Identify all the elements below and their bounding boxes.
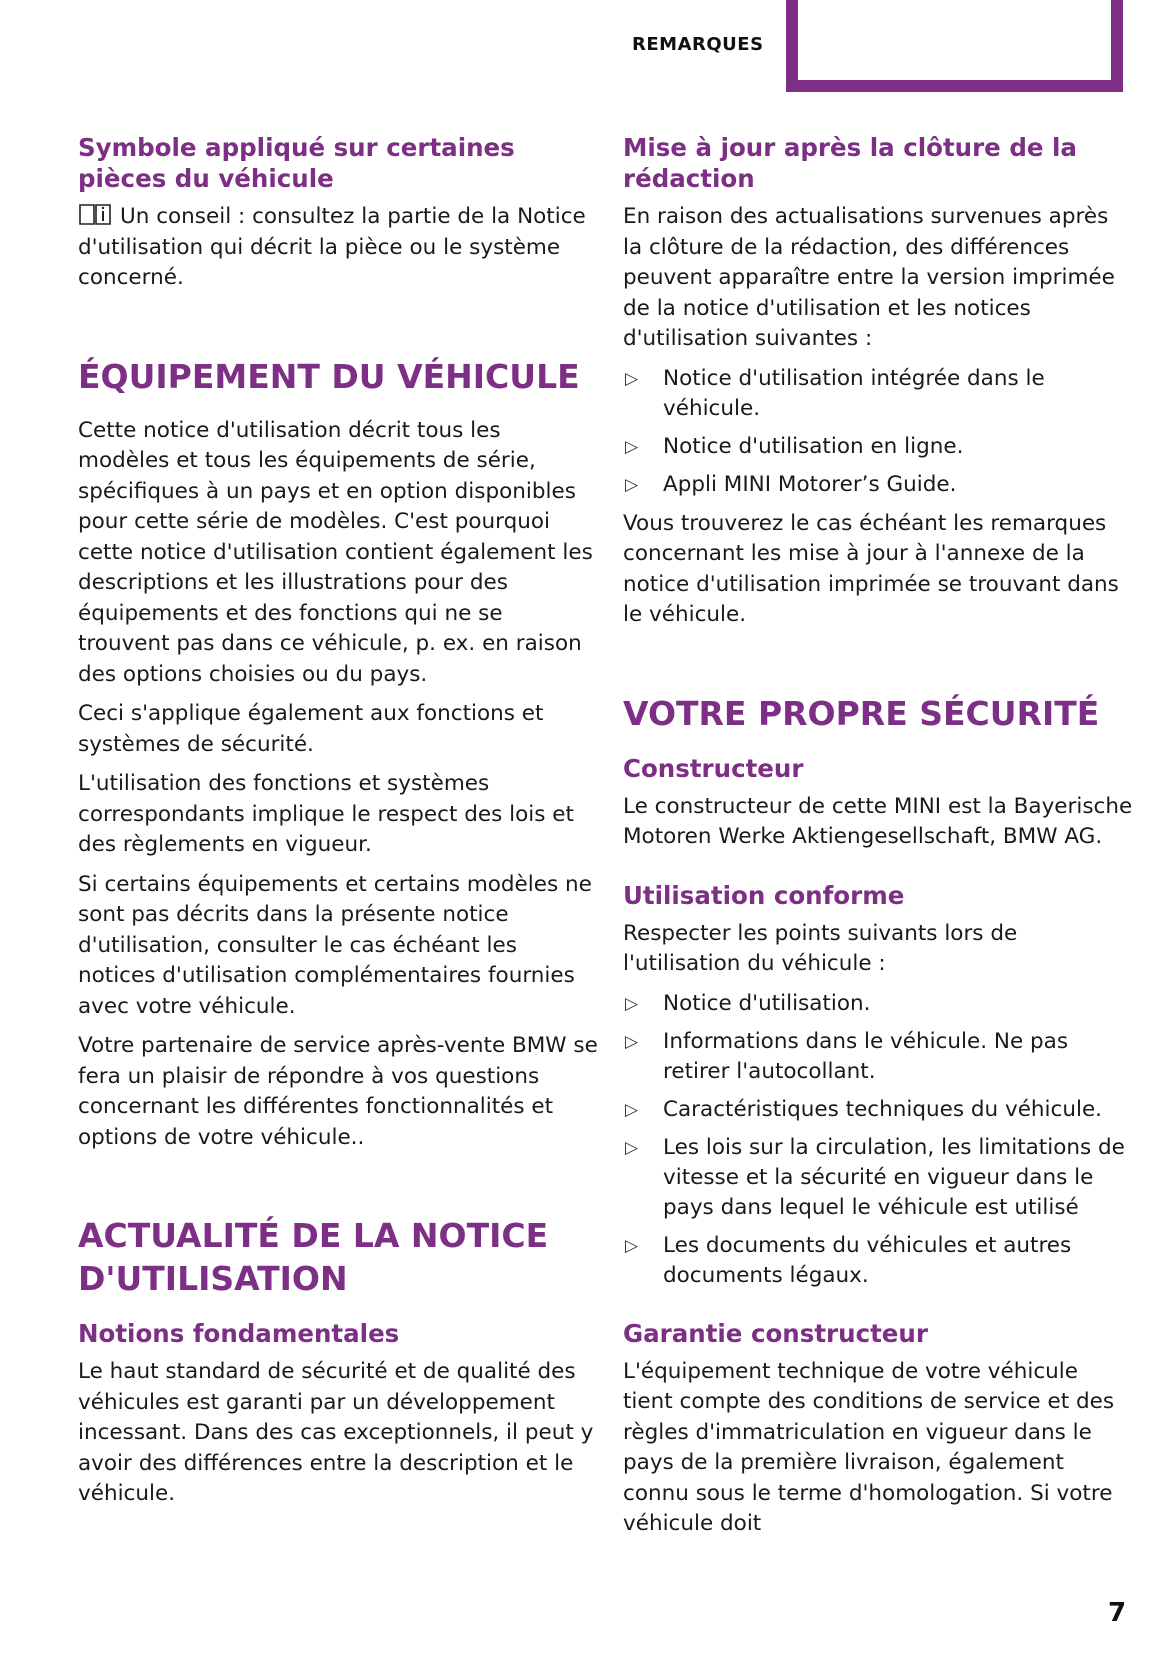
notions-paragraph: Le haut standard de sécurité et de qualité des véhicules est garanti par un développement incessant. Dans des cas exceptionnels, il peut y avoir des différences entre la description et le véhicule.: [78, 1359, 594, 1506]
equipment-paragraph: Ceci s'applique également aux fonctions et systèmes de sécurité.: [78, 701, 544, 757]
bullet-triangle-icon: ▷: [625, 1235, 639, 1256]
bullet-triangle-icon: ▷: [625, 368, 639, 389]
list-item: ▷ Notice d'utilisation.: [623, 989, 1133, 1019]
constructor-paragraph: Le constructeur de cette MINI est la Bayerische Motoren Werke Aktiengesellschaft, BMW AG.: [623, 793, 1133, 849]
update-intro: En raison des actualisations survenues après la clôture de la rédaction, des différences peuvent apparaître entre la version imprimée de la notice d'utilisation et les notices d'utilisation suivantes :: [623, 204, 1115, 351]
bullet-triangle-icon: ▷: [625, 436, 639, 457]
equipment-heading: ÉQUIPEMENT DU VÉHICULE: [78, 356, 580, 396]
constructor-heading: Constructeur: [623, 753, 804, 783]
notions-heading: Notions fondamentales: [78, 1319, 400, 1348]
symbol-paragraph: [78, 202, 598, 294]
actualite-heading: ACTUALITÉ DE LA NOTICE D'UTILISATION: [78, 1216, 549, 1298]
equipment-paragraph: Si certains équipements et certains modèles ne sont pas décrits dans la présente notice d'utilisation, consulter le cas échéant les notices d'utilisation complémentaires fournies avec votre véhicule.: [78, 871, 592, 1019]
bullet-triangle-icon: ▷: [625, 1031, 639, 1052]
bullet-triangle-icon: ▷: [625, 1137, 639, 1158]
book-info-icon: [78, 202, 112, 226]
right-column: [623, 132, 1133, 1549]
equipment-paragraph: Votre partenaire de service après-vente BMW se fera un plaisir de répondre à vos questions concernant les différentes fonctionnalités et options de votre véhicule..: [78, 1033, 598, 1150]
symbol-heading: Symbole appliqué sur certaines pièces du véhicule: [78, 133, 515, 193]
usage-list: [623, 989, 1133, 1291]
equipment-paragraph: L'utilisation des fonctions et systèmes correspondants implique le respect des lois et des règlements en vigueur.: [78, 771, 574, 857]
usage-heading: Utilisation conforme: [623, 880, 905, 910]
warranty-heading: Garantie constructeur: [623, 1318, 928, 1348]
header-tab-marker: [786, 0, 1123, 92]
list-item: ▷ Appli MINI Motorer’s Guide.: [623, 470, 1133, 500]
list-item: ▷ Notice d'utilisation intégrée dans le véhicule.: [625, 365, 1045, 421]
header-label: REMARQUES: [632, 34, 764, 55]
list-item: ▷ Caractéristiques techniques du véhicule.: [623, 1095, 1133, 1125]
bullet-triangle-icon: ▷: [625, 1099, 639, 1120]
bullet-triangle-icon: ▷: [625, 993, 639, 1014]
list-item: ▷ Informations dans le véhicule. Ne pas retirer l'autocollant.: [625, 1028, 1069, 1084]
list-item: ▷ Notice d'utilisation en ligne.: [623, 432, 1133, 462]
bullet-triangle-icon: ▷: [625, 474, 639, 495]
safety-heading: VOTRE PROPRE SÉCURITÉ: [623, 693, 1100, 733]
list-item: ▷ Les documents du véhicules et autres documents légaux.: [625, 1232, 1072, 1288]
page-number: 7: [1108, 1598, 1127, 1628]
update-outro: Vous trouverez le cas échéant les remarques concernant les mise à jour à l'annexe de la notice d'utilisation imprimée se trouvant dans le véhicule.: [623, 510, 1119, 627]
list-item: ▷ Les lois sur la circulation, les limitations de vitesse et la sécurité en vigueur dans le pays dans lequel le véhicule est utilisé: [625, 1134, 1125, 1220]
update-list: [623, 364, 1133, 500]
equipment-paragraph: Cette notice d'utilisation décrit tous les modèles et tous les équipements de série, spécifiques à un pays et en option disponibles pour cette série de modèles. C'est pourquoi cette notice d'utilisation contient également les descriptions et les illustrations pour des équipements et des fonctions qui ne se trouvent pas dans ce véhicule, p. ex. en raison des options choisies ou du pays.: [78, 417, 593, 687]
update-heading: Mise à jour après la clôture de la rédaction: [623, 133, 1077, 193]
usage-intro: Respecter les points suivants lors de l'utilisation du véhicule :: [623, 920, 1018, 976]
warranty-paragraph: L'équipement technique de votre véhicule tient compte des conditions de service et des règles d'immatriculation en vigueur dans le pays de la première livraison, également connu sous le terme d'homologation. Si votre véhicule doit: [623, 1358, 1115, 1536]
left-column: [78, 132, 598, 1519]
symbol-text: Un conseil : consultez la partie de la Notice d'utilisation qui décrit la pièce ou le système concerné.: [78, 204, 586, 290]
